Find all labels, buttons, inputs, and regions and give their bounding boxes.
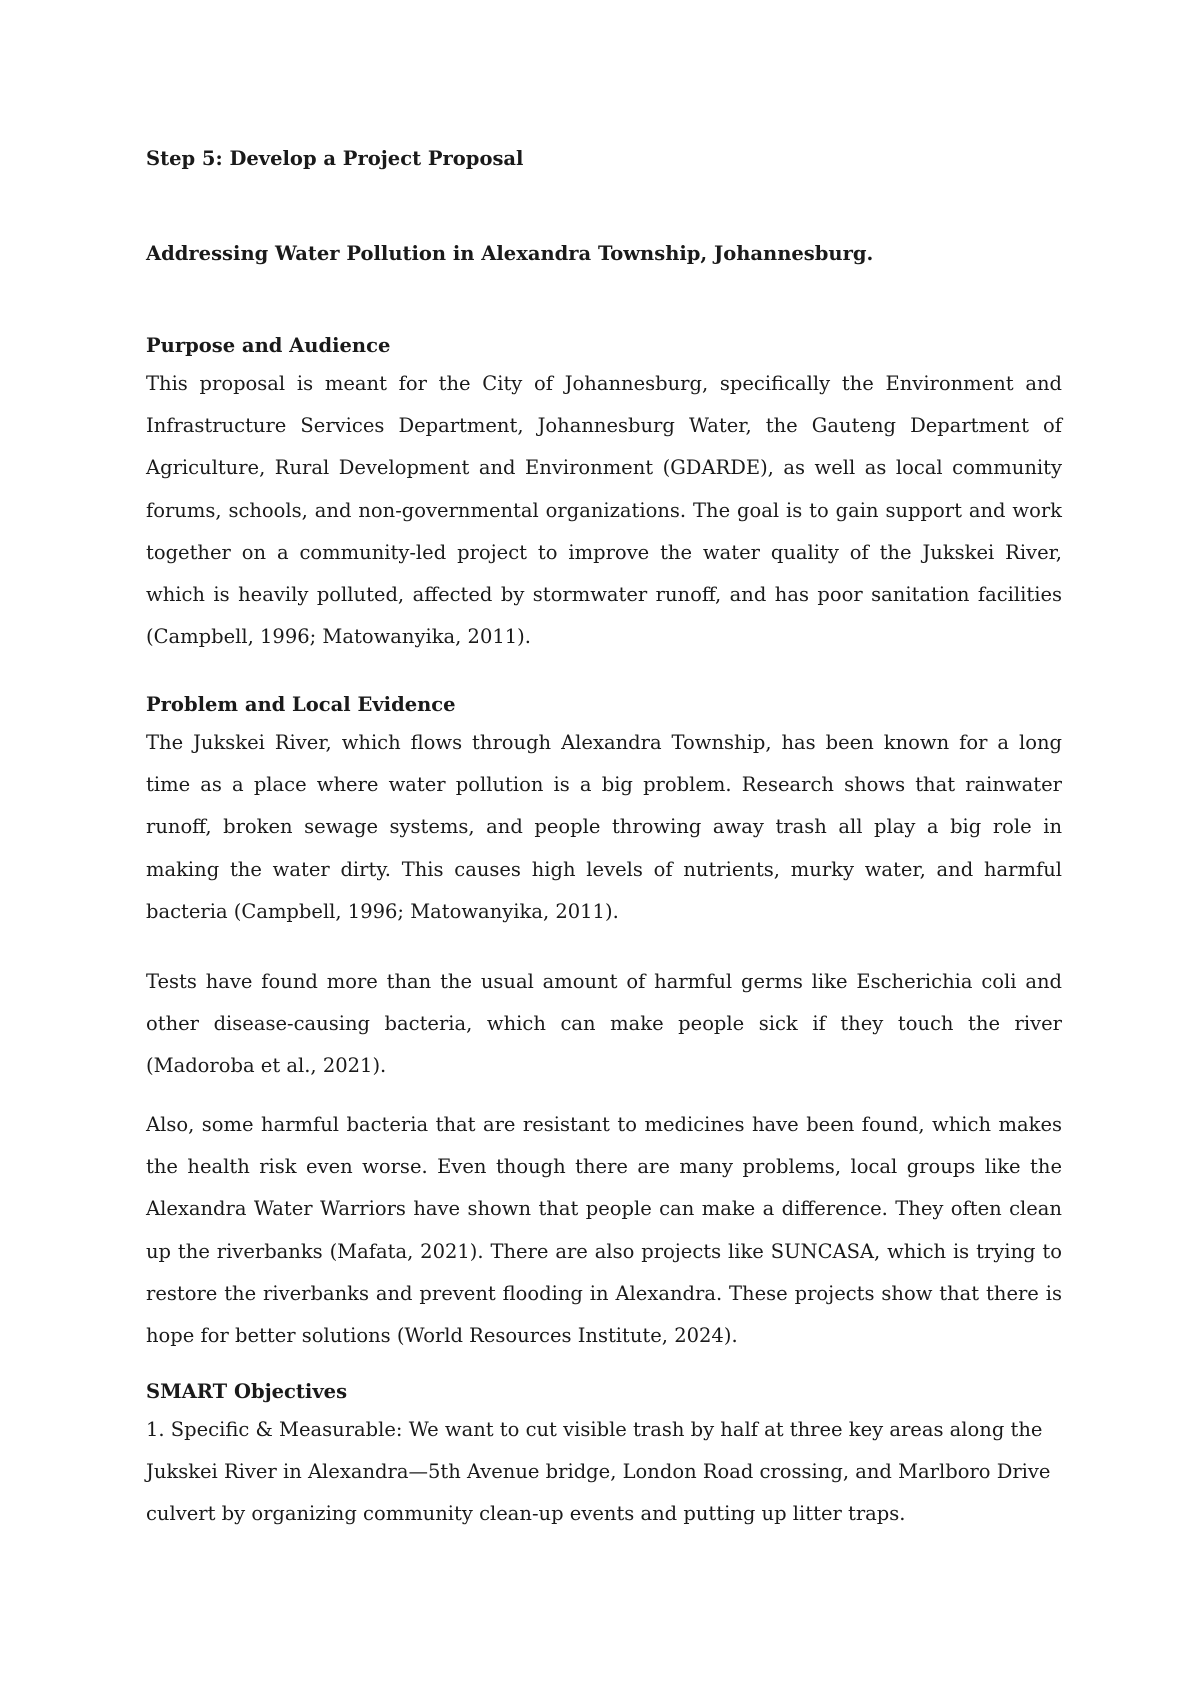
problem-heading: Problem and Local Evidence <box>146 693 456 716</box>
step-title: Step 5: Develop a Project Proposal <box>146 147 524 170</box>
smart-heading: SMART Objectives <box>146 1380 348 1403</box>
problem-paragraph-3: Also, some harmful bacteria that are resistant to medicines have been found, which makes the health risk even worse. Even though there are many problems, local groups like the Alexandra Water Warriors have shown that people can make a difference. They often clean up the riverbanks (Mafata, 2021). There are also projects like SUNCASA, which is trying to restore the riverbanks and prevent flooding in Alexandra. These projects show that there is hope for better solutions (World Resources Institute, 2024). <box>146 1113 1062 1348</box>
purpose-heading: Purpose and Audience <box>146 334 391 357</box>
problem-paragraph-2: Tests have found more than the usual amount of harmful germs like Escherichia coli and other disease-causing bacteria, which can make people sick if they touch the river (Madoroba et al., 2021). <box>146 970 1062 1078</box>
purpose-paragraph: This proposal is meant for the City of Johannesburg, specifically the Environment and Infrastructure Services Department, Johannesburg Water, the Gauteng Department of Agriculture, Rural Development and Environment (GDARDE), as well as local community forums, schools, and non-governmental organizations. The goal is to gain support and work together on a community-led project to improve the water quality of the Jukskei River, which is heavily polluted, affected by stormwater runoff, and has poor sanitation facilities (Campbell, 1996; Matowanyika, 2011). <box>146 372 1062 649</box>
proposal-subtitle: Addressing Water Pollution in Alexandra Township, Johannesburg. <box>146 242 874 265</box>
smart-objective-1: 1. Specific & Measurable: We want to cut visible trash by half at three key areas along the Jukskei River in Alexandra—5th Avenue bridge, London Road crossing, and Marlboro Drive culvert by organizing community clean-up events and putting up litter traps. <box>146 1418 1051 1526</box>
problem-paragraph-1: The Jukskei River, which flows through Alexandra Township, has been known for a long time as a place where water pollution is a big problem. Research shows that rainwater runoff, broken sewage systems, and people throwing away trash all play a big role in making the water dirty. This causes high levels of nutrients, murky water, and harmful bacteria (Campbell, 1996; Matowanyika, 2011). <box>146 731 1062 923</box>
